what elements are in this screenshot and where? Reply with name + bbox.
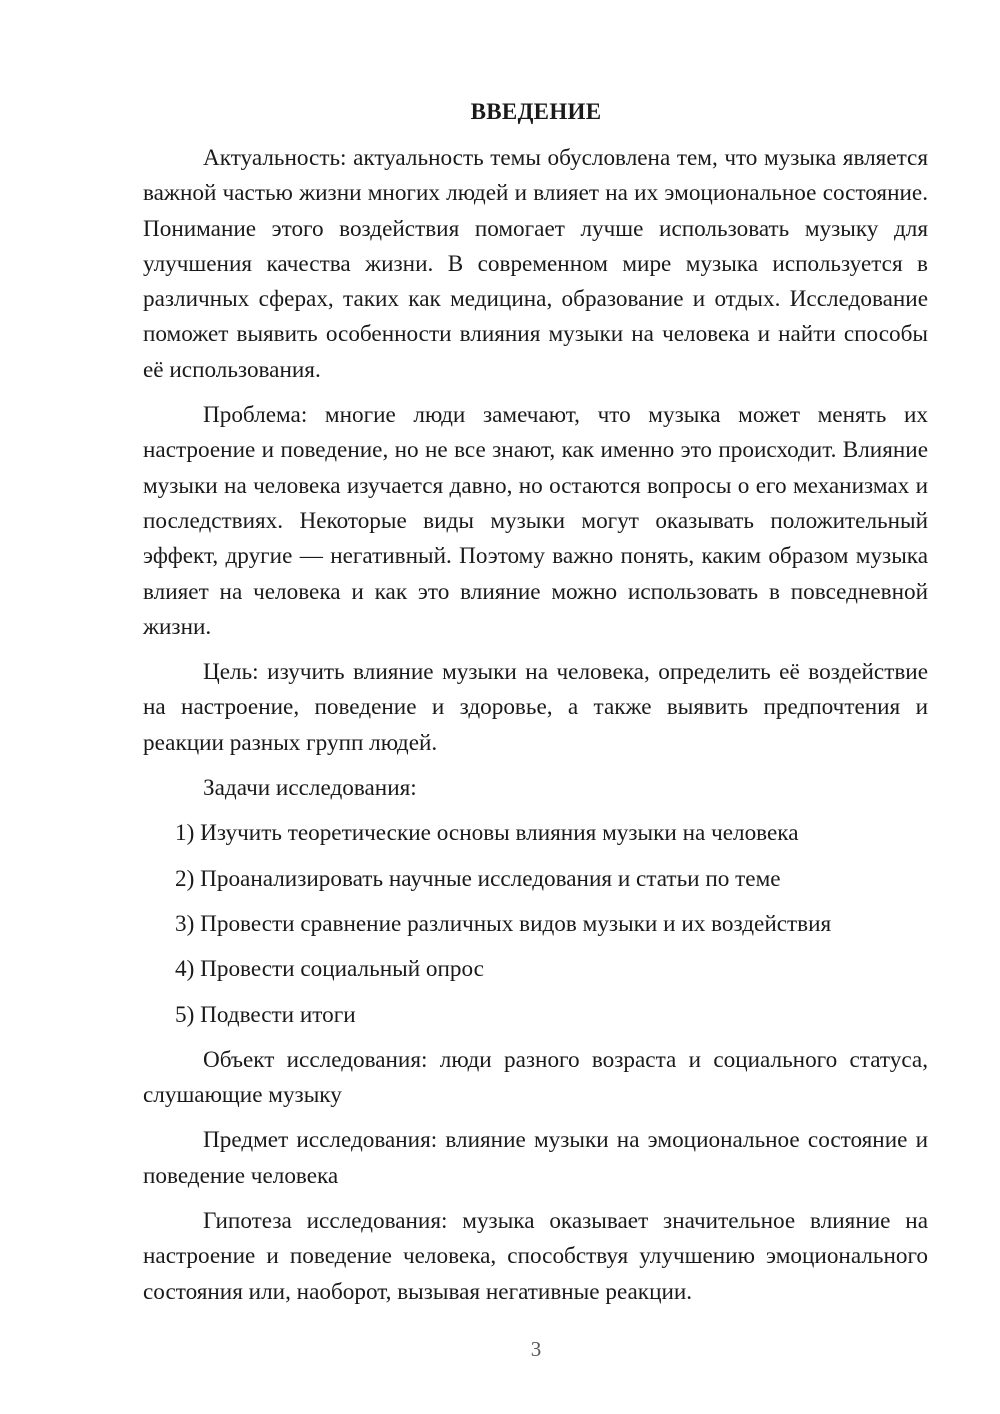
object-paragraph: Объект исследования: люди разного возраста и социального статуса, слушающие музыку [143, 1046, 928, 1109]
body-text [143, 141, 928, 1320]
hypothesis-paragraph: Гипотеза исследования: музыка оказывает значительное влияние на настроение и поведение человека, способствуя улучшению эмоционального состояния или, наоборот, вызывая негативные реакции. [143, 1208, 928, 1305]
subject-paragraph: Предмет исследования: влияние музыки на эмоциональное состояние и поведение человека [143, 1127, 928, 1189]
task-item: 4) Провести социальный опрос [175, 956, 484, 983]
task-item: 5) Подвести итоги [175, 1001, 356, 1028]
relevance-paragraph: Актуальность: актуальность темы обусловлена тем, что музыка является важной частью жизни многих людей и влияет на их эмоциональное состояние. Понимание этого воздействия помогает лучше использовать музыку для улучшения качества жизни. В современном мире музыка используется в различных сферах, таких как медицина, образование и отдых. Исследование поможет выявить особенности влияния музыки на человека и найти способы её использования. [143, 145, 928, 383]
page-number: 3 [530, 1337, 542, 1361]
section-title: ВВЕДЕНИЕ [470, 99, 602, 124]
task-item: 2) Проанализировать научные исследования и статьи по теме [175, 865, 781, 892]
task-item: 1) Изучить теоретические основы влияния музыки на человека [175, 820, 799, 847]
goal-paragraph: Цель: изучить влияние музыки на человека, определить её воздействие на настроение, поведение и здоровье, а также выявить предпочтения и реакции разных групп людей. [143, 659, 928, 756]
tasks-heading: Задачи исследования: [203, 775, 417, 802]
task-item: 3) Провести сравнение различных видов музыки и их воздействия [175, 910, 832, 937]
problem-paragraph: Проблема: многие люди замечают, что музыка может менять их настроение и поведение, но не все знают, как именно это происходит. Влияние музыки на человека изучается давно, но остаются вопросы о его механизмах и последствиях. Некоторые виды музыки могут оказывать положительный эффект, другие — негативный. Поэтому важно понять, каким образом музыка влияет на человека и как это влияние можно использовать в повседневной жизни. [143, 402, 928, 640]
